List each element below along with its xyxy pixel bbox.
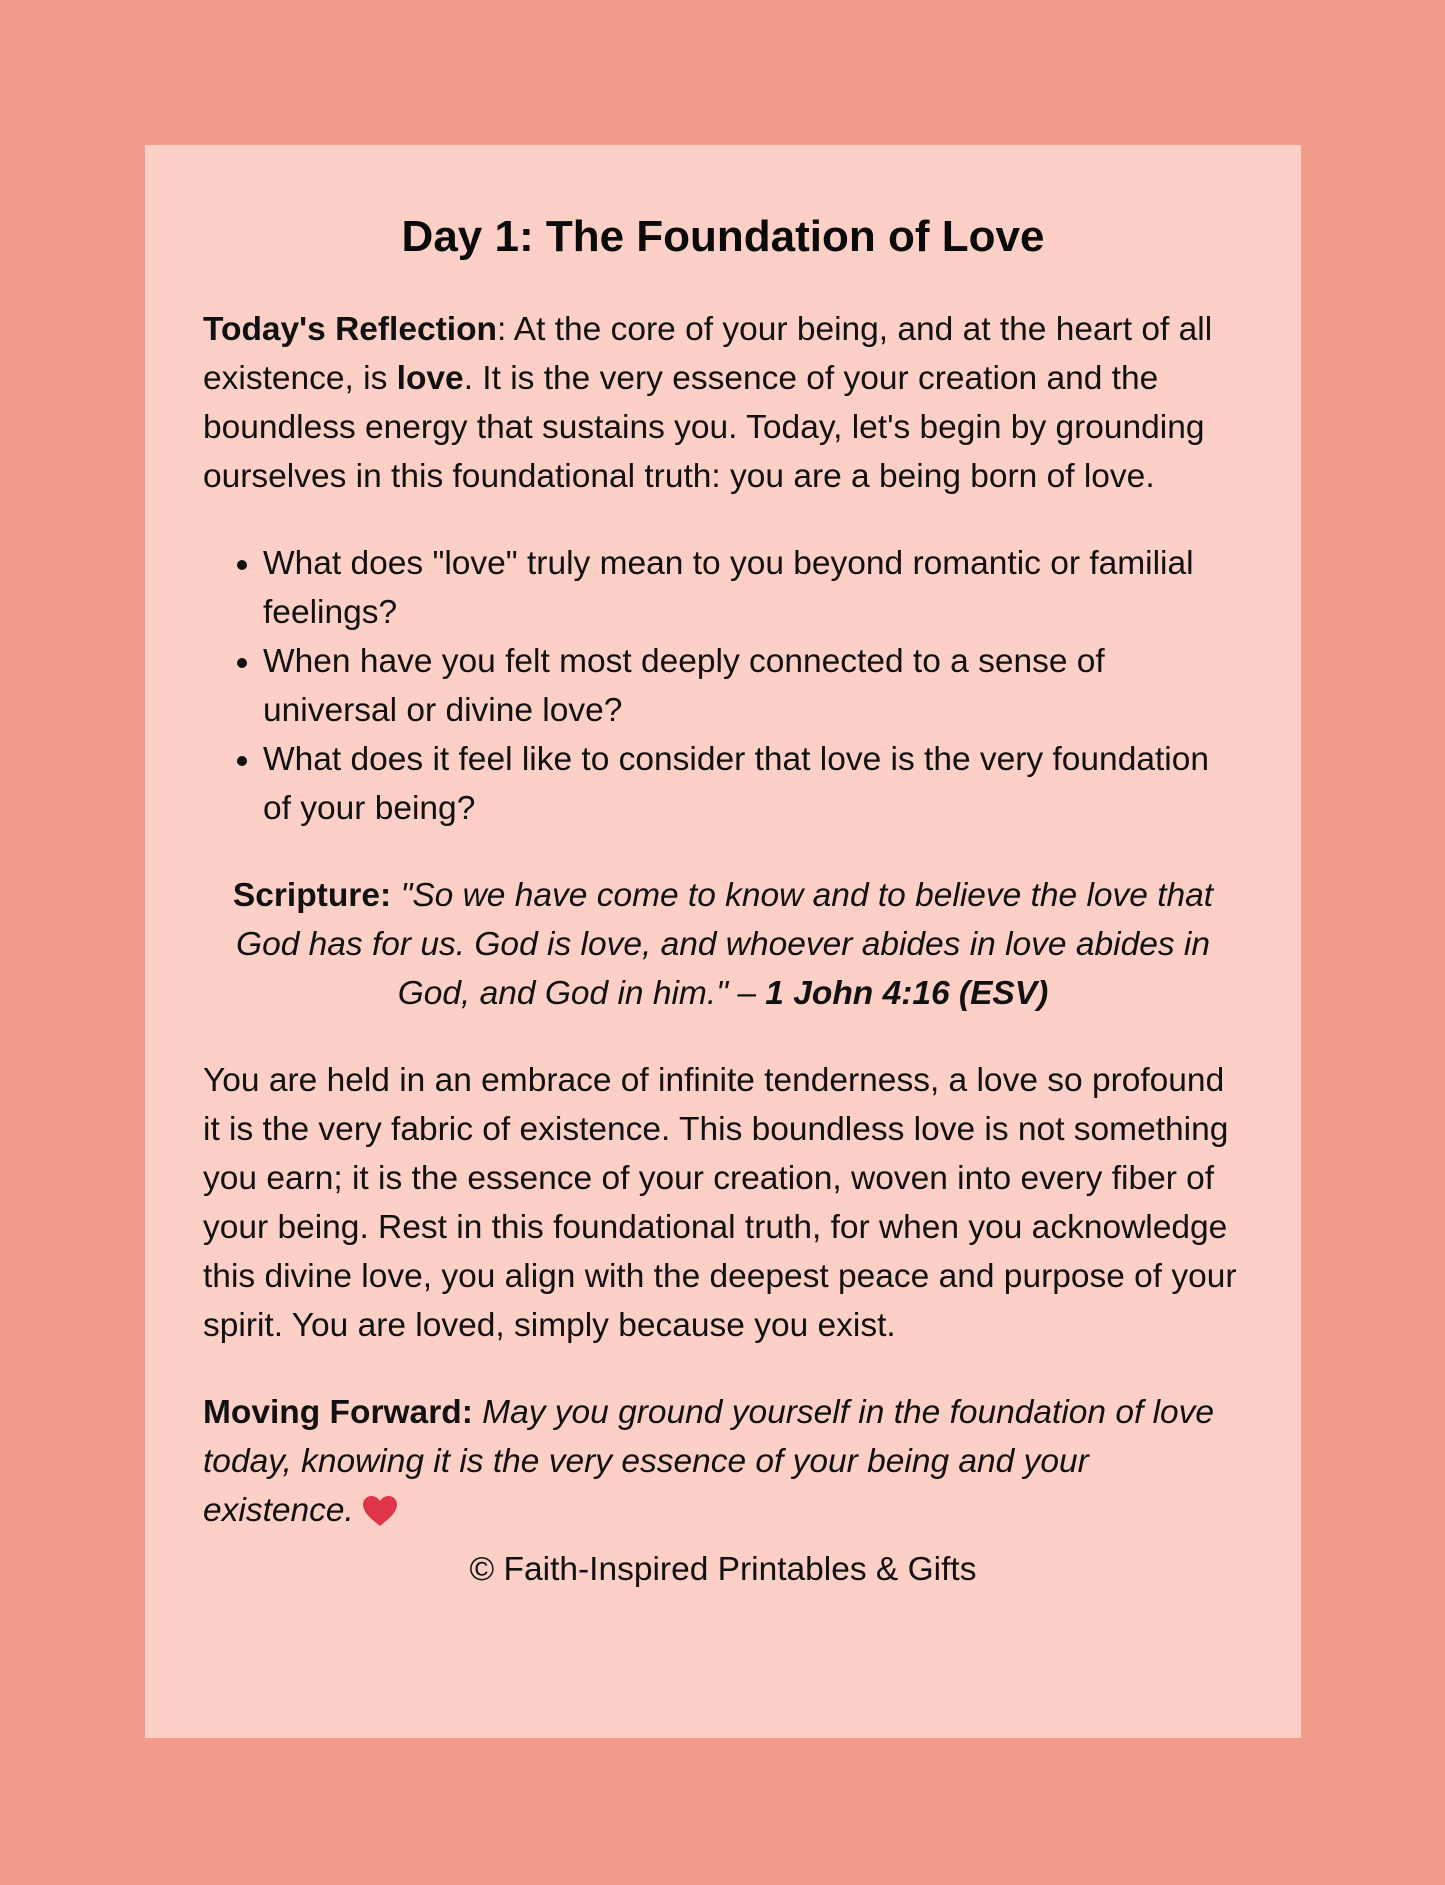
reflection-label: Today's Reflection (203, 311, 498, 348)
moving-forward-text: May you ground yourself in the foundation of love today, knowing it is the very essence of your being and your existence. (203, 1394, 1215, 1529)
reflection-paragraph (203, 305, 1243, 501)
copyright-notice: © Faith-Inspired Printables & Gifts (469, 1551, 977, 1588)
scripture-quote: "So we have come to know and to believe the love that God has for us. God is love, and whoever abides in love abides in God, and God in him." – (236, 877, 1214, 1012)
list-item: • What does "love" truly mean to you beyond romantic or familial feelings? (263, 539, 1243, 637)
scripture-block (203, 871, 1243, 1018)
moving-forward-paragraph (203, 1388, 1243, 1541)
body-paragraph: You are held in an embrace of infinite tenderness, a love so profound it is the very fabric of existence. This boundless love is not something you earn; it is the essence of your creation, woven into every fiber of your being. Rest in this foundational truth, for when you acknowledge this divine love, you align with the deepest peace and purpose of your spirit. You are loved, simply because you exist. (203, 1062, 1237, 1344)
reflection-text-before: : At the core of your being, and at the heart of all existence, is (203, 311, 1213, 397)
devotional-card (145, 145, 1301, 1738)
reflection-questions (203, 539, 1243, 833)
reflection-text-after: . It is the very essence of your creation and the boundless energy that sustains you. Today, let's begin by grounding ourselves in this foundational truth: you are a being born of love. (203, 360, 1205, 495)
page-title: Day 1: The Foundation of Love (401, 212, 1045, 261)
list-item: • When have you felt most deeply connected to a sense of universal or divine love? (263, 637, 1243, 735)
reflection-emphasis: love (396, 360, 464, 397)
list-item: • What does it feel like to consider that love is the very foundation of your being? (263, 735, 1243, 833)
scripture-label: Scripture: (232, 877, 392, 914)
scripture-reference: 1 John 4:16 (ESV) (765, 975, 1049, 1012)
heart-icon (362, 1492, 398, 1541)
moving-forward-label: Moving Forward: (203, 1394, 473, 1431)
